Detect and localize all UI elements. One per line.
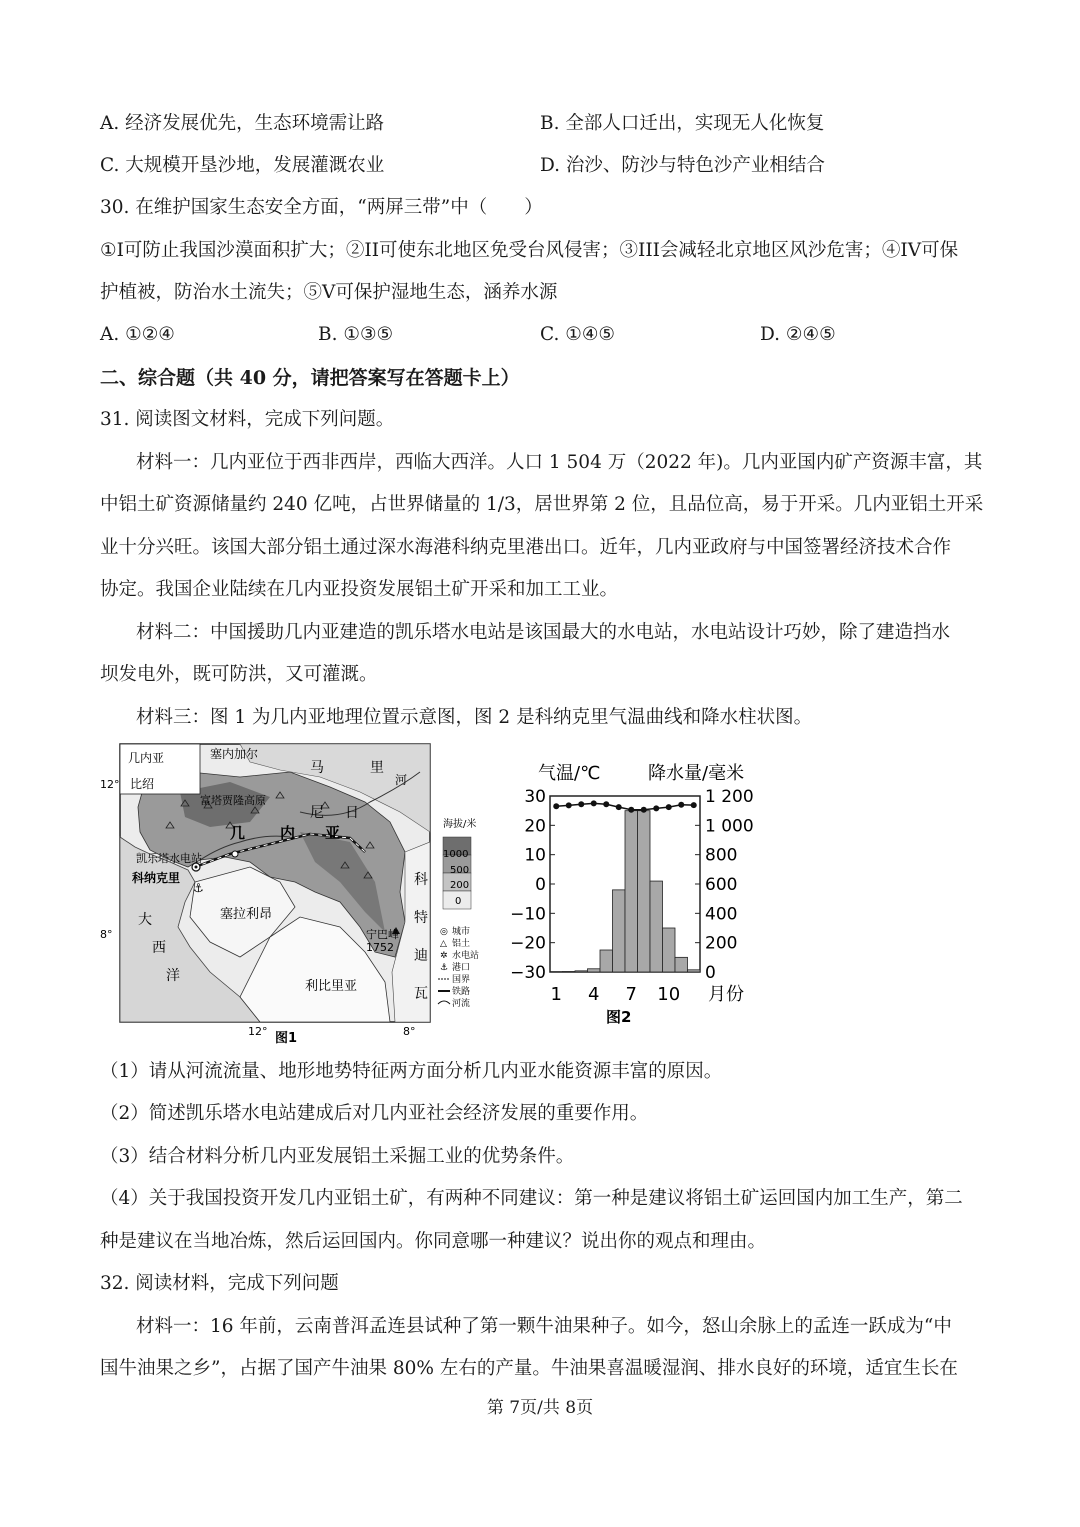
label-senegal: 塞内加尔: [210, 747, 259, 761]
legend-border: 国界: [452, 975, 471, 985]
y-right-label: 降水量/毫米: [648, 763, 745, 784]
temp-polyline: [556, 803, 694, 809]
left-tick-label: 10: [524, 845, 546, 866]
q30-option-d: D. ②④⑤: [760, 324, 836, 345]
elev-label: 1000: [443, 849, 469, 860]
q31-material1-line: 协定。我国企业陆续在几内亚投资发展铝土矿开采和加工工业。: [100, 579, 619, 600]
right-tick-label: 800: [705, 845, 738, 866]
temp-point: [616, 804, 622, 810]
lon-right: 8°: [403, 1025, 416, 1038]
q29-option-d: D. 治沙、防沙与特色沙产业相结合: [540, 155, 825, 176]
label-sierra-leone: 塞拉利昂: [220, 907, 273, 922]
legend-city: 城市: [452, 927, 471, 937]
temp-point: [641, 807, 647, 813]
label-mali-2: 里: [370, 760, 384, 776]
legend-bauxite: 铝土: [452, 939, 471, 949]
precip-bar: [588, 969, 601, 972]
right-tick-label: 1 200: [705, 787, 754, 807]
q32-material1-line: 材料一：16 年前，云南普洱孟连县试种了第一颗牛油果种子。如今，怒山余脉上的孟连一跃成为“中: [136, 1316, 952, 1337]
section-title: 二、综合题（共 40 分，请把答案写在答题卡上）: [100, 367, 520, 389]
left-tick-label: −10: [510, 904, 546, 925]
left-tick-label: 30: [524, 787, 546, 807]
label-bissau: 比绍: [130, 777, 155, 791]
q30-statements-line1: ①I可防止我国沙漠面积扩大；②II可使东北地区免受台风侵害；③III会减轻北京地区风沙危害；④IV可保: [100, 240, 959, 261]
label-conakry: 科纳克里: [132, 871, 181, 885]
legend-city-icon: ◎: [440, 927, 448, 937]
q31-question-4-cont: 种是建议在当地冶炼，然后运回国内。你同意哪一种建议？说出你的观点和理由。: [100, 1231, 767, 1252]
right-tick-label: 0: [705, 963, 716, 983]
label-niger-2: 日: [345, 805, 359, 821]
q31-material2-line: 坝发电外，既可防洪，又可灌溉。: [100, 664, 378, 685]
legend-railway: 铁路: [452, 987, 471, 997]
left-tick-label: 0: [535, 875, 546, 895]
precip-bars: [550, 811, 700, 972]
hydro-station-icon: [232, 851, 238, 857]
lat-top: 12°: [100, 778, 120, 791]
label-niger-1: 尼: [310, 805, 324, 821]
precip-bar: [650, 881, 663, 972]
elev-label: 0: [455, 896, 462, 907]
q31-question-1: （1）请从河流流量、地形地势特征两方面分析几内亚水能资源丰富的原因。: [100, 1061, 723, 1082]
label-guinea-2: 内: [280, 824, 296, 842]
label-cote-2: 特: [414, 910, 428, 926]
q31-question-3: （3）结合材料分析几内亚发展铝土采掘工业的优势条件。: [100, 1146, 575, 1167]
x-axis: [551, 984, 681, 1005]
label-nimba-elev: 1752: [366, 941, 394, 954]
q30-statements-line2: 护植被，防治水土流失；⑤V可保护湿地生态，涵养水源: [100, 282, 558, 303]
q29-option-c: C. 大规模开垦沙地，发展灌溉农业: [100, 155, 385, 176]
label-cote-4: 瓦: [414, 986, 428, 1002]
label-guinea-inset: 几内亚: [128, 751, 165, 765]
precip-bar: [625, 811, 638, 972]
q30-option-c: C. ①④⑤: [540, 324, 616, 345]
label-ocean-1: 大: [138, 912, 152, 928]
port-anchor-icon: ⚓: [193, 881, 204, 895]
label-nimba-peak: 宁巴峰: [366, 928, 399, 941]
q30-option-b: B. ①③⑤: [318, 324, 394, 345]
temp-point: [578, 801, 584, 807]
legend-river: 河流: [452, 999, 471, 1009]
x-label: 月份: [708, 984, 744, 1005]
precip-bar: [600, 950, 613, 972]
temp-point: [666, 804, 672, 810]
temp-point: [566, 802, 572, 808]
label-hydro-station: 凯乐塔水电站: [136, 852, 202, 865]
guinea-location-map: [100, 742, 480, 1047]
q31-material1-line: 材料一：几内亚位于西非西岸，西临大西洋。人口 1 504 万（2022 年)。几内亚国内矿产资源丰富，其: [136, 452, 983, 473]
q31-material2-line: 材料二：中国援助几内亚建造的凯乐塔水电站是该国最大的水电站，水电站设计巧妙，除了建造挡水: [136, 622, 951, 643]
elev-label: 500: [450, 865, 470, 876]
precip-bar: [688, 970, 701, 972]
temp-point: [603, 801, 609, 807]
q31-question-2: （2）简述凯乐塔水电站建成后对几内亚社会经济发展的重要作用。: [100, 1103, 649, 1124]
legend-port-icon: ⚓: [440, 963, 449, 973]
temp-point: [553, 803, 559, 809]
legend-bauxite-icon: △: [440, 939, 447, 949]
q31-stem: 31. 阅读图文材料，完成下列问题。: [100, 409, 395, 430]
legend-hydro: 水电站: [452, 951, 480, 961]
q30-option-a: A. ①②④: [100, 324, 175, 345]
label-guinea-1: 几: [230, 824, 246, 842]
page-footer: 第 7页/共 8页: [486, 1398, 594, 1418]
lon-left: 12°: [248, 1025, 268, 1038]
label-cote-3: 迪: [414, 948, 428, 964]
x-tick-label: 4: [588, 984, 600, 1005]
conakry-climate-chart: [500, 742, 765, 1042]
temp-point: [678, 802, 684, 808]
figure2-caption: 图2: [606, 1008, 632, 1026]
precip-bar: [638, 811, 651, 972]
y-left-label: 气温/℃: [538, 763, 601, 784]
label-ocean-3: 洋: [166, 968, 180, 984]
left-tick-label: −30: [510, 963, 546, 983]
q29-option-a: A. 经济发展优先，生态环境需让路: [100, 113, 385, 134]
right-tick-label: 600: [705, 875, 738, 895]
label-plateau: 富塔贾隆高原: [200, 794, 266, 807]
temp-point: [591, 800, 597, 806]
x-tick-label: 7: [625, 984, 637, 1005]
label-mali-1: 马: [310, 760, 324, 776]
right-tick-label: 400: [705, 904, 738, 925]
q30-stem: 30. 在维护国家生态安全方面，“两屏三带”中（ ）: [100, 197, 543, 218]
elevation-legend-title: 海拔/米: [443, 819, 477, 830]
elev-label: 200: [450, 880, 470, 891]
label-ocean-2: 西: [152, 940, 166, 956]
q31-material1-line: 中铝土矿资源储量约 240 亿吨，占世界储量的 1/3，居世界第 2 位，且品位高，易于开采。几内亚铝土开采: [100, 494, 984, 515]
precip-bar: [575, 971, 588, 972]
left-tick-label: −20: [510, 933, 546, 954]
legend-port: 港口: [452, 963, 471, 973]
figure1-caption: 图1: [275, 1031, 298, 1046]
temp-point: [691, 802, 697, 808]
conakry-dot: [195, 866, 198, 869]
label-river: 河: [395, 773, 408, 787]
right-tick-label: 200: [705, 933, 738, 954]
precip-bar: [675, 957, 688, 972]
legend-hydro-icon: ✲: [440, 951, 448, 961]
q31-question-4: （4）关于我国投资开发几内亚铝土矿，有两种不同建议：第一种是建议将铝土矿运回国内加工生产，第二: [100, 1188, 963, 1209]
left-tick-label: 20: [524, 816, 546, 837]
right-tick-label: 1 000: [705, 816, 754, 837]
lat-bottom: 8°: [100, 928, 113, 941]
x-tick-label: 1: [550, 984, 562, 1005]
right-axis: [695, 787, 754, 983]
q32-material1-line: 国牛油果之乡”，占据了国产牛油果 80% 左右的产量。牛油果喜温暖湿润、排水良好的环境，适宜生长在: [100, 1358, 958, 1379]
label-liberia: 利比里亚: [305, 979, 358, 994]
q29-option-b: B. 全部人口迁出，实现无人化恢复: [540, 113, 825, 134]
x-tick-label: 10: [657, 984, 681, 1005]
q31-material3: 材料三：图 1 为几内亚地理位置示意图，图 2 是科纳克里气温曲线和降水柱状图。: [136, 707, 813, 728]
precip-bar: [663, 928, 676, 972]
precip-bar: [613, 890, 626, 972]
q32-stem: 32. 阅读材料，完成下列问题: [100, 1273, 339, 1294]
q31-material1-line: 业十分兴旺。该国大部分铝土通过深水海港科纳克里港出口。近年，几内亚政府与中国签署经济技术合作: [100, 537, 952, 558]
label-cote-1: 科: [414, 872, 428, 888]
label-guinea-3: 亚: [325, 824, 341, 842]
temp-point: [628, 807, 634, 813]
left-axis: [510, 787, 555, 983]
temp-point: [653, 805, 659, 811]
